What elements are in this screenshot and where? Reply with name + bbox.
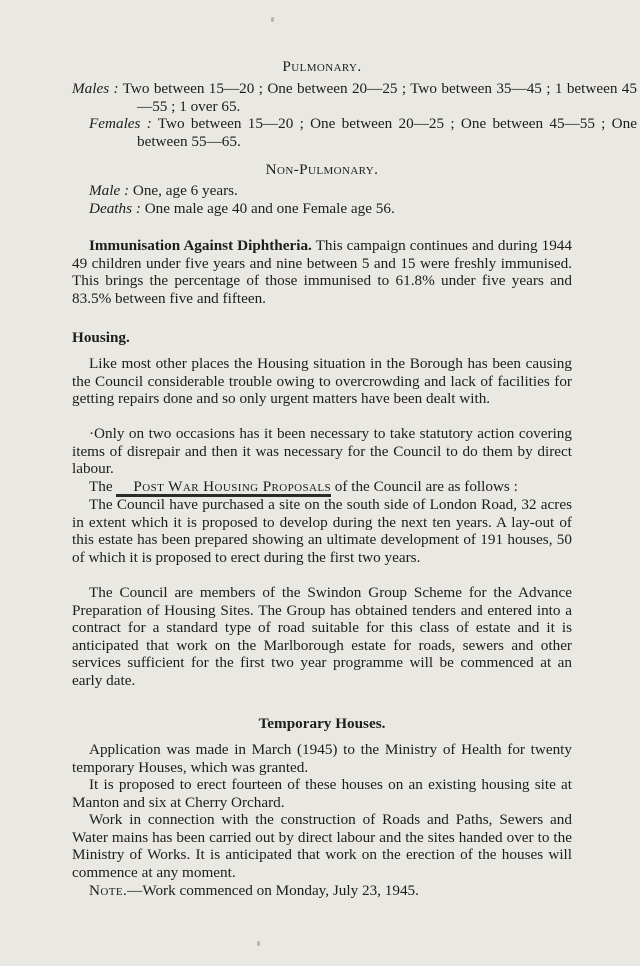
housing-paragraph-5: The Council are members of the Swindon Group Scheme for the Advance Preparation of Housing Sites. The Group has obtained tenders and entered into a contract for a standard type of road suitable for this class of estate and it is anticipated that work on the Marlborough estate for roads, sewers and other services sufficient for the first two year programme will be commenced at an early date.: [72, 584, 572, 689]
post-war-proposals: Post War Housing Proposals: [116, 479, 331, 497]
males-text: Two between 15—20 ; One between 20—25 ; Two between 35—45 ; 1 between 45—55 ; 1 over 65.: [118, 80, 637, 115]
note-text: —Work commenced on Monday, July 23, 1945.: [127, 882, 419, 899]
housing-paragraph-3: [72, 478, 572, 497]
deaths-text: One male age 40 and one Female age 56.: [140, 200, 395, 217]
temporary-houses-heading: Temporary Houses.: [258, 715, 386, 732]
note-label: Note.: [89, 882, 128, 899]
deaths-label: Deaths :: [89, 200, 141, 217]
housing-paragraph-2: ·Only on two occasions has it been necessary to take statutory action covering items of disrepair and then it was necessary for the Council to do them by direct labour.: [72, 425, 572, 478]
females-label: Females :: [89, 115, 152, 132]
temporary-paragraph-1: Application was made in March (1945) to the Ministry of Health for twenty temporary Houses, which was granted.: [72, 741, 572, 776]
speck-bottom: [257, 941, 260, 946]
immunisation-heading: Immunisation Against Diphtheria.: [89, 237, 312, 254]
speck-top: [271, 17, 274, 22]
post-war-suffix: of the Council are as follows :: [331, 478, 518, 495]
non-pulmonary-heading: Non-Pulmonary.: [265, 161, 379, 178]
housing-heading: Housing.: [72, 329, 130, 346]
immunisation-paragraph: [72, 237, 572, 307]
non-pulmonary-deaths: [72, 200, 572, 218]
temporary-paragraph-2: It is proposed to erect fourteen of these houses on an existing housing site at Manton and six at Cherry Orchard.: [72, 776, 572, 811]
non-pulmonary-male: [72, 182, 572, 200]
post-war-prefix: The: [89, 478, 117, 495]
male-label: Male :: [89, 182, 130, 199]
pulmonary-heading: Pulmonary.: [282, 58, 362, 75]
males-label: Males :: [72, 80, 119, 97]
male-text: One, age 6 years.: [129, 182, 238, 199]
temporary-note: [72, 882, 572, 900]
housing-paragraph-4: The Council have purchased a site on the south side of London Road, 32 acres in extent which it is proposed to develop during the next ten years. A lay-out of this estate has been prepared showing an ultimate development of 191 houses, 50 of which it is proposed to erect during the first two years.: [72, 496, 572, 566]
immunisation-text: This campaign continues and during 1944 49 children under five years and nine between 5 and 15 were freshly immunised. This brings the percentage of those immunised to 61.8% under five years and 83.5% between five and fifteen.: [72, 237, 572, 307]
pulmonary-females-paragraph: [72, 115, 637, 150]
pulmonary-males-paragraph: [72, 80, 637, 115]
females-text: Two between 15—20 ; One between 20—25 ; One between 45—55 ; One between 55—65.: [137, 115, 637, 150]
housing-paragraph-1: Like most other places the Housing situation in the Borough has been causing the Council considerable trouble owing to overcrowding and lack of facilities for getting repairs done and so only urgent matters have been dealt with.: [72, 355, 572, 408]
temporary-paragraph-3: Work in connection with the construction of Roads and Paths, Sewers and Water mains has been carried out by direct labour and the sites handed over to the Ministry of Works. It is anticipated that work on the erection of the houses will commence at any moment.: [72, 811, 572, 881]
